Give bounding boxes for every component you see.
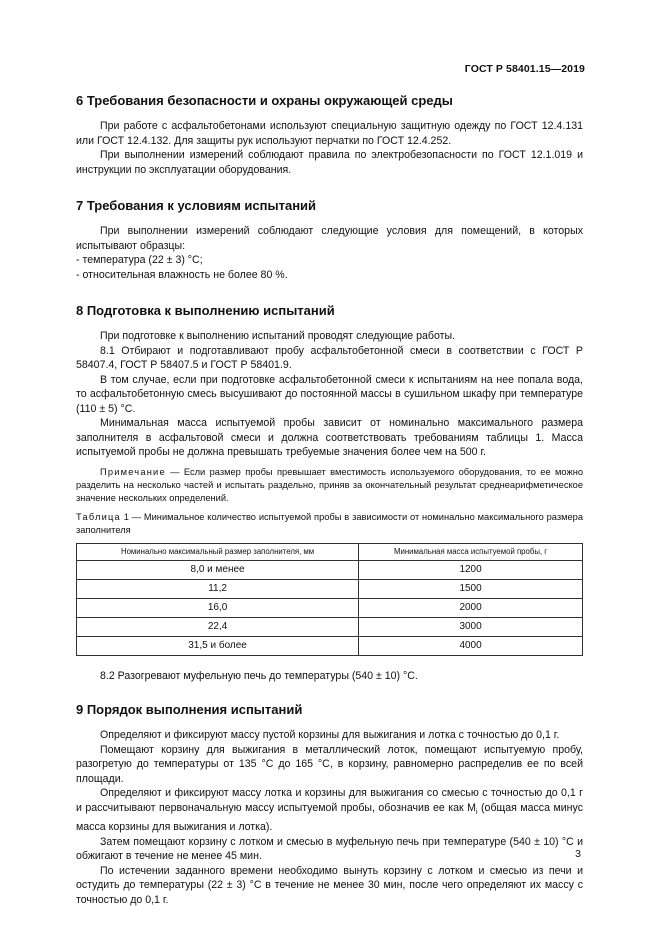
table-cell-size: 31,5 и более [77, 636, 359, 655]
table-row [77, 579, 583, 598]
note [76, 466, 583, 505]
section-8-title: 8 Подготовка к выполнению испытаний [76, 303, 335, 318]
table-caption [76, 511, 583, 537]
table-cell-size: 16,0 [77, 598, 359, 617]
section-8-paragraph-5: 8.2 Разогревают муфельную печь до температуры (540 ± 10) °С. [100, 669, 418, 682]
section-8-paragraph-1: При подготовке к выполнению испытаний проводят следующие работы. [100, 330, 456, 342]
section-9-paragraph-3 [76, 786, 583, 835]
section-9-paragraph-1: Определяют и фиксируют массу пустой корзины для выжигания и лотка с точностью до 0,1 г. [100, 729, 560, 741]
section-8-paragraph-3: В том случае, если при подготовке асфальтобетонной смеси к испытаниям на нее попала вода, то асфальтобетонную смесь высушивают до постоянной массы в сушильном шкафу при температуре (110 ± 5) °С. [76, 373, 583, 415]
section-9-paragraph-3-start: Определяют и фиксируют массу лотка и корзины для выжигания со смесью с точностью до 0,1 г и рассчитывают первоначальную массу испытуемой пробы, обозначив ее как M [76, 787, 583, 814]
section-7-list-item-2: - относительная влажность не более 80 %. [76, 268, 288, 281]
table-caption-text: 1 — Минимальное количество испытуемой пробы в зависимости от номинально максимального размера заполнителя [76, 511, 583, 535]
section-6-paragraph-1: При работе с асфальтобетонами используют специальную защитную одежду по ГОСТ 12.4.131 или ГОСТ 12.4.132. Для защиты рук используют перчатки по ГОСТ 12.4.252. [76, 120, 583, 147]
table-cell-mass: 1200 [359, 560, 583, 579]
note-text: — Если размер пробы превышает вместимость используемого оборудования, то ее можно разделить на несколько частей и испытать раздельно, приняв за окончательный результат среднеарифметическое значение нескольких определений. [76, 466, 583, 503]
table-row [77, 598, 583, 617]
table-row [77, 617, 583, 636]
note-label: Примечание [100, 466, 166, 477]
section-6-paragraph-2: При выполнении измерений соблюдают правила по электробезопасности по ГОСТ 12.1.019 и инструкции по эксплуатации оборудования. [76, 149, 583, 176]
table-header-row [77, 543, 583, 560]
page-content [76, 92, 583, 907]
table-cell-size: 11,2 [77, 579, 359, 598]
mass-subscript: i [476, 808, 478, 816]
table-cell-mass: 4000 [359, 636, 583, 655]
section-9-title: 9 Порядок выполнения испытаний [76, 702, 303, 717]
section-7-title: 7 Требования к условиям испытаний [76, 198, 317, 213]
table-cell-mass: 3000 [359, 617, 583, 636]
section-8-paragraph-4: Минимальная масса испытуемой пробы зависит от номинально максимального размера заполнителя в асфальтовой смеси и должна соответствовать требованиям таблицы 1. Масса испытуемой пробы не должна превышать требуемые значения более чем на 500 г. [76, 417, 583, 458]
section-7-paragraph-1: При выполнении измерений соблюдают следующие условия для помещений, в которых испытывают образцы: [76, 225, 583, 252]
table-cell-size: 22,4 [77, 617, 359, 636]
section-7-list-item-1: - температура (22 ± 3) °С; [76, 254, 203, 266]
section-9-paragraph-2: Помещают корзину для выжигания в металлический лоток, помещают испытуемую пробу, разогретую до температуры от 135 °С до 165 °С, в корзину, равномерно распределив ее по всей площади. [76, 743, 583, 785]
page-number: 3 [575, 848, 581, 860]
table-cell-mass: 1500 [359, 579, 583, 598]
table-row [77, 636, 583, 655]
table-header-aggregate-size: Номинально максимальный размер заполнителя, мм [77, 543, 359, 560]
document-header: ГОСТ Р 58401.15—2019 [464, 63, 585, 75]
sample-mass-table [76, 543, 583, 656]
section-9-paragraph-5: По истечении заданного времени необходимо вынуть корзину с лотком и смесью из печи и остудить до температуры (22 ± 3) °С в течение не менее 30 мин, после чего определяют их массу с точностью до 0,1 г. [76, 864, 583, 906]
table-cell-size: 8,0 и менее [77, 560, 359, 579]
section-8-paragraph-2: 8.1 Отбирают и подготавливают пробу асфальтобетонной смеси в соответствии с ГОСТ Р 58407.4, ГОСТ Р 58407.5 и ГОСТ Р 58401.9. [76, 344, 583, 371]
table-row [77, 560, 583, 579]
table-label: Таблица [76, 511, 121, 522]
table-header-min-mass: Минимальная масса испытуемой пробы, г [359, 543, 583, 560]
section-9-paragraph-4: Затем помещают корзину с лотком и смесью в муфельную печь при температуре (540 ± 10) °С и обжигают в течение не менее 45 мин. [76, 835, 583, 863]
section-9-paragraph-3-end: (общая масса минус масса корзины для выжигания и лотка). [76, 801, 583, 834]
table-cell-mass: 2000 [359, 598, 583, 617]
section-6-title: 6 Требования безопасности и охраны окружающей среды [76, 93, 453, 108]
